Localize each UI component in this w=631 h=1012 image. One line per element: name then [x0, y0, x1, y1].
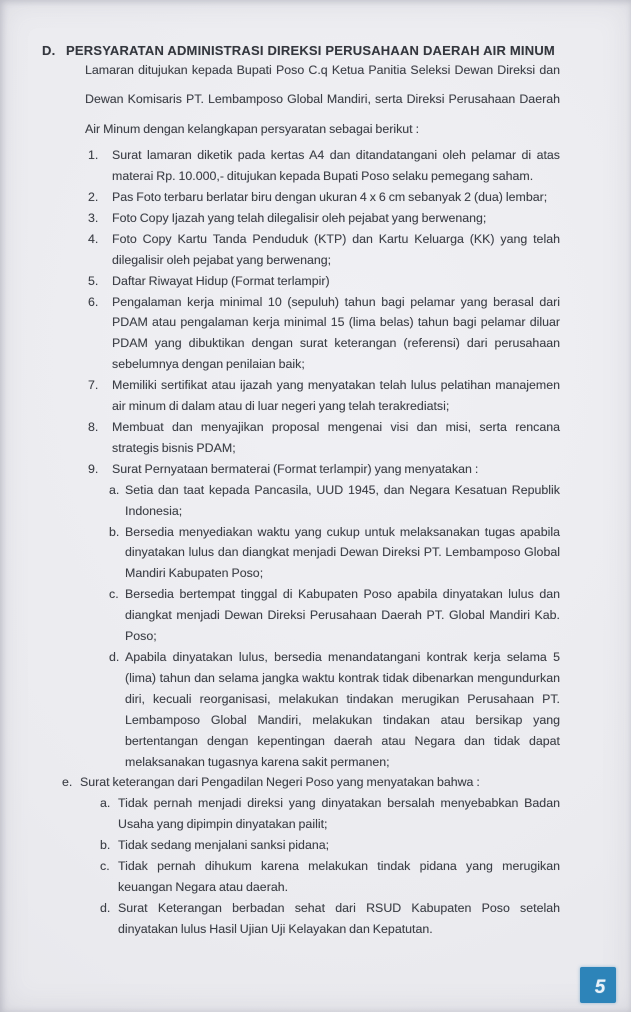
list-item-text: Foto Copy Ijazah yang telah dilegalisir oleh pejabat yang berwenang;: [112, 210, 487, 225]
list-item: [88, 584, 560, 647]
list-item: [88, 229, 560, 271]
list-item-marker: a.: [100, 796, 111, 811]
list-item: [88, 271, 560, 292]
list-item-marker: 2.: [88, 190, 99, 205]
list-item: [88, 187, 560, 208]
list-item-text: Tidak pernah menjadi direksi yang dinyatakan bersalah menyebabkan Badan Usaha yang dipimpin dinyatakan pailit;: [118, 796, 560, 832]
list-item: [88, 480, 560, 522]
requirements-list: [62, 145, 560, 939]
list-item: [88, 835, 560, 856]
list-item: [88, 375, 560, 417]
list-item-marker: c.: [100, 859, 110, 874]
list-item-text: Surat lamaran diketik pada kertas A4 dan ditandatangani oleh pelamar di atas materai Rp. 10.000,- ditujukan kepada Bupati Poso selaku pemegang saham.: [112, 148, 560, 184]
list-item: [88, 417, 560, 459]
list-item-text: Pengalaman kerja minimal 10 (sepuluh) tahun bagi pelamar yang berasal dari PDAM atau pengalaman kerja minimal 15 (lima belas) tahun bagi pelamar diluar PDAM yang dibuktikan dengan surat keterangan (referensi) dari perusahaan sebelumnya dengan penilaian baik;: [112, 294, 560, 372]
list-item-text: Bersedia bertempat tinggal di Kabupaten Poso apabila dinyatakan lulus dan diangkat menjadi Dewan Direksi Perusahaan Daerah PT. Global Mandiri Kab. Poso;: [125, 587, 560, 644]
list-item-text: Pas Foto terbaru berlatar biru dengan ukuran 4 x 6 cm sebanyak 2 (dua) lembar;: [112, 190, 548, 205]
list-item-marker: 7.: [88, 378, 99, 393]
section-letter: D.: [42, 43, 56, 58]
list-item-marker: 5.: [88, 273, 99, 288]
list-item-text: Surat Pernyataan bermaterai (Format terlampir) yang menyatakan :: [112, 461, 479, 476]
list-item-marker: e.: [62, 775, 73, 790]
list-item-marker: 4.: [88, 231, 99, 246]
list-item-marker: b.: [109, 524, 120, 539]
list-item-text: Tidak sedang menjalani sanksi pidana;: [118, 838, 330, 853]
list-item-text: Foto Copy Kartu Tanda Penduduk (KTP) dan Kartu Keluarga (KK) yang telah dilegalisir oleh pejabat yang berwenang;: [112, 231, 560, 267]
section-title: PERSYARATAN ADMINISTRASI DIREKSI PERUSAHAAN DAERAH AIR MINUM: [66, 43, 555, 58]
list-item: [88, 793, 560, 835]
list-item-text: Apabila dinyatakan lulus, bersedia menandatangani kontrak kerja selama 5 (lima) tahun dan selama jangka waktu kontrak tidak dibenarkan mengundurkan diri, kecuali reorganisasi, melakukan tindakan merugikan Perusahaan PT. Lembamposo Global Mandiri, melakukan tindakan atau bersikap yang bertentangan dengan kepentingan daerah atau Negara dan tidak dapat melaksanakan tugasnya karena sakit permanen;: [125, 649, 560, 769]
list-item: [88, 459, 560, 480]
page-number: 5: [594, 977, 606, 998]
list-item-text: Bersedia menyediakan waktu yang cukup untuk melaksanakan tugas apabila dinyatakan lulus dan diangkat menjadi Dewan Direksi PT. Lembamposo Global Mandiri Kabupaten Poso;: [125, 524, 560, 581]
list-item: [88, 856, 560, 898]
list-item: [62, 772, 560, 793]
list-item-marker: 9.: [88, 461, 99, 476]
list-item: [88, 898, 560, 940]
list-item-marker: a.: [109, 482, 120, 497]
list-item-marker: c.: [109, 587, 119, 602]
list-item-marker: 8.: [88, 420, 99, 434]
document-content: [0, 43, 631, 940]
list-item: [88, 647, 560, 772]
list-item: [88, 522, 560, 585]
page-number-badge: [580, 967, 616, 1003]
list-item: [88, 145, 560, 187]
list-item: [88, 208, 560, 229]
list-item: [88, 292, 560, 376]
list-item-marker: 3.: [88, 210, 99, 225]
list-item-marker: 1.: [88, 148, 99, 163]
list-item-marker: d.: [109, 649, 120, 664]
list-item-text: Tidak pernah dihukum karena melakukan tindak pidana yang merugikan keuangan Negara atau daerah.: [118, 859, 560, 894]
list-item-marker: b.: [100, 838, 111, 853]
list-item-marker: 6.: [88, 294, 99, 309]
list-item-text: Surat keterangan dari Pengadilan Negeri Poso yang menyatakan bahwa :: [80, 775, 480, 790]
list-item-text: Memiliki sertifikat atau ijazah yang menyatakan telah lulus pelatihan manajemen air minum di dalam atau di luar negeri yang telah terakrediatsi;: [112, 378, 560, 414]
list-item-text: Setia dan taat kepada Pancasila, UUD 1945, dan Negara Kesatuan Republik Indonesia;: [125, 482, 560, 518]
list-item-text: Daftar Riwayat Hidup (Format terlampir): [112, 273, 330, 288]
list-item-text: Surat Keterangan berbadan sehat dari RSUD Kabupaten Poso setelah dinyatakan lulus Hasil Ujian Uji Kelayakan dan Kepatutan.: [118, 900, 560, 936]
list-item-text: Membuat dan menyajikan proposal mengenai visi dan misi, serta rencana strategis bisnis PDAM;: [112, 420, 560, 455]
list-item-marker: d.: [100, 900, 111, 915]
intro-paragraph: Lamaran ditujukan kepada Bupati Poso C.q Ketua Panitia Seleksi Dewan Direksi dan Dewan Komisaris PT. Lembamposo Global Mandiri, serta Direksi Perusahaan Daerah Air Minum dengan kelangkapan persyaratan sebagai berikut :: [85, 63, 560, 136]
